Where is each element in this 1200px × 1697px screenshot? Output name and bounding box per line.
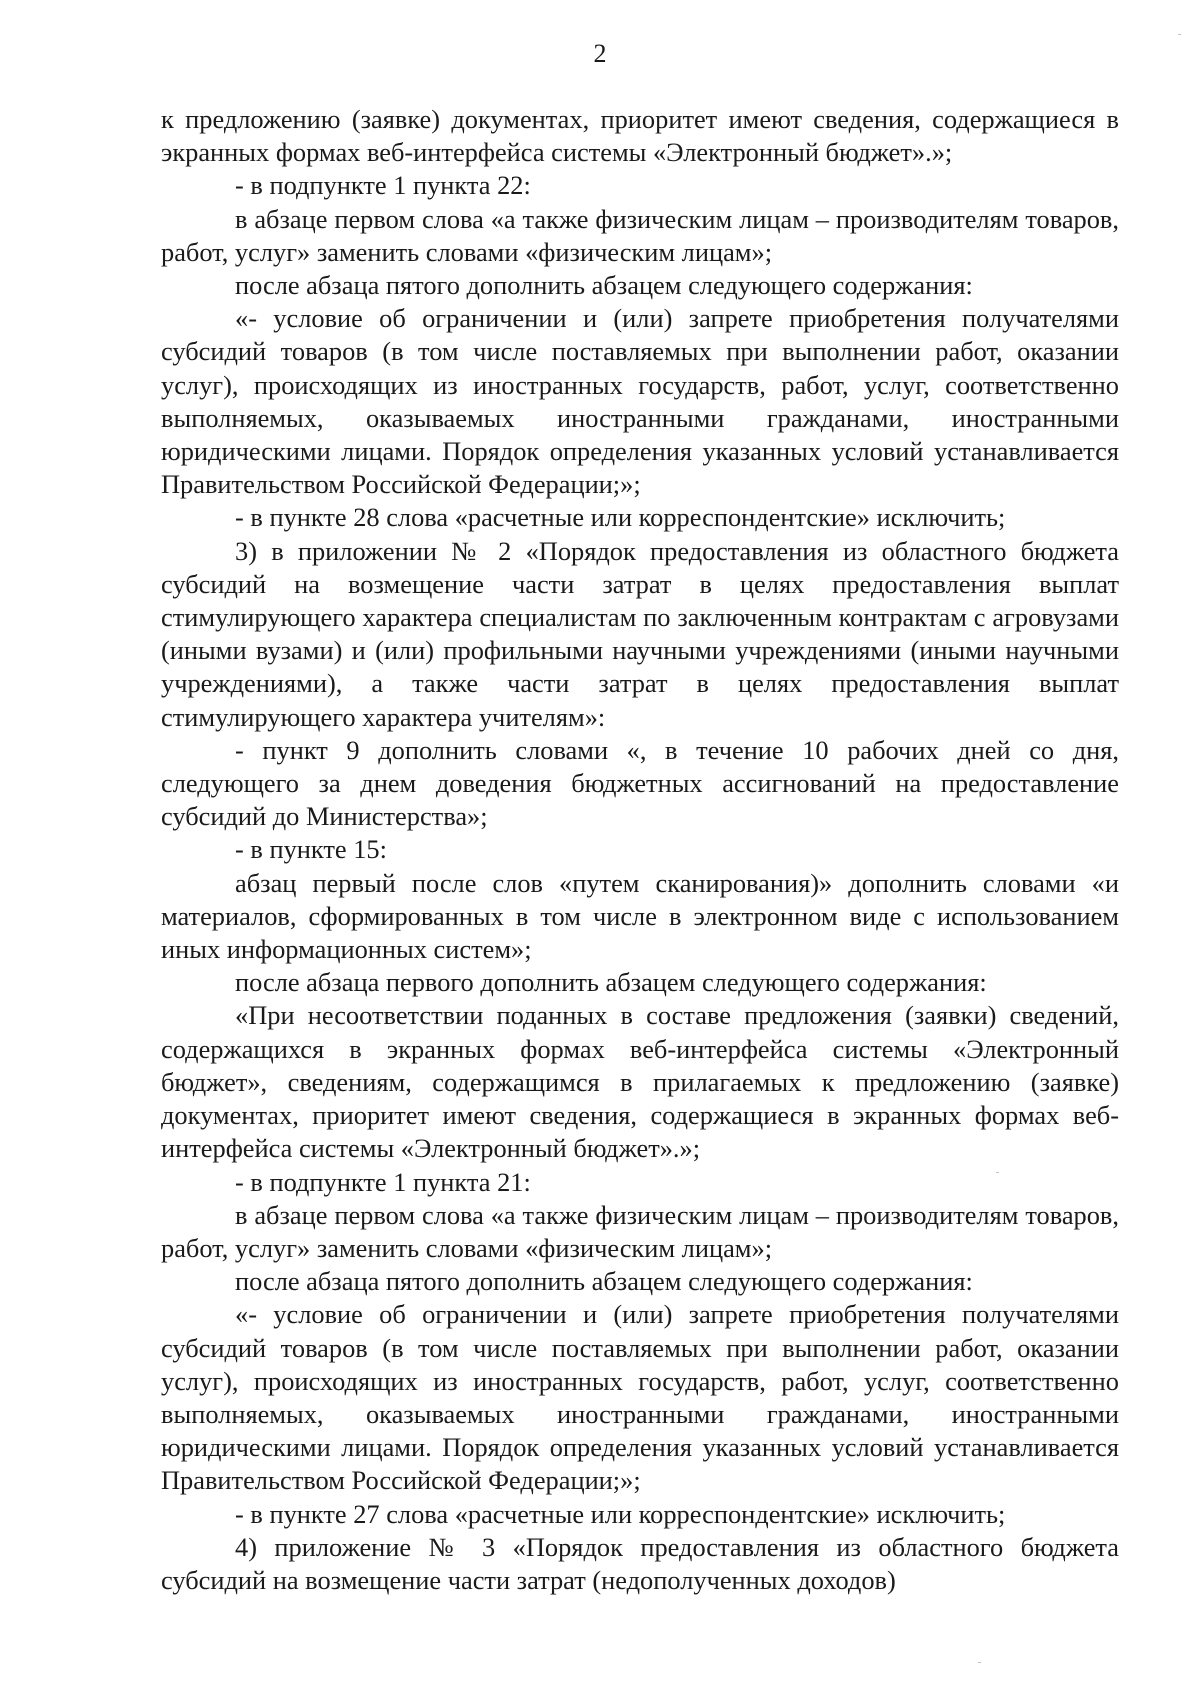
paragraph: «- условие об ограничении и (или) запрете приобретения получателями субсидий товаров (в том числе поставляемых при выполнении работ, оказании услуг), происходящих из иностранных государств, работ, услуг, соответственно выполняемых, оказываемых иностранными гражданами, иностранными юридическими лицами. Порядок определения указанных условий устанавливается Правительством Российской Федерации;»; (161, 303, 1119, 500)
paragraph: - в подпункте 1 пункта 21: (235, 1166, 531, 1197)
paragraph: к предложению (заявке) документах, приоритет имеют сведения, содержащиеся в экранных формах веб-интерфейса системы «Электронный бюджет».»; (161, 104, 1119, 168)
page-number: 2 (593, 39, 607, 68)
paragraph: в абзаце первом слова «а также физическим лицам – производителям товаров, работ, услуг» заменить словами «физическим лицам»; (161, 1199, 1119, 1263)
paragraph: - в пункте 28 слова «расчетные или корреспондентские» исключить; (235, 502, 1006, 533)
scan-speck (978, 1662, 981, 1663)
paragraph: «При несоответствии поданных в составе предложения (заявки) сведений, содержащихся в экранных формах веб-интерфейса системы «Электронный бюджет», сведениям, содержащимся в прилагаемых к предложению (заявке) документах, приоритет имеют сведения, содержащиеся в экранных формах веб-интерфейса системы «Электронный бюджет».»; (161, 1000, 1119, 1164)
paragraph: после абзаца первого дополнить абзацем следующего содержания: (235, 967, 987, 998)
paragraph: абзац первый после слов «путем сканирования)» дополнить словами «и материалов, сформированных в том числе в электронном виде с использованием иных информационных систем»; (161, 867, 1119, 965)
paragraph: «- условие об ограничении и (или) запрете приобретения получателями субсидий товаров (в том числе поставляемых при выполнении работ, оказании услуг), происходящих из иностранных государств, работ, услуг, соответственно выполняемых, оказываемых иностранными гражданами, иностранными юридическими лицами. Порядок определения указанных условий устанавливается Правительством Российской Федерации;»; (161, 1299, 1119, 1496)
scan-speck (996, 1172, 999, 1173)
paragraph: 3) в приложении № 2 «Порядок предоставления из областного бюджета субсидий на возмещение части затрат в целях предоставления выплат стимулирующего характера специалистам по заключенным контрактам с агровузами (иными вузами) и (или) профильными научными учреждениями (иными научными учреждениями), а также части затрат в целях предоставления выплат стимулирующего характера учителям»: (161, 535, 1119, 732)
paragraph: в абзаце первом слова «а также физическим лицам – производителям товаров, работ, услуг» заменить словами «физическим лицам»; (161, 203, 1119, 267)
paragraph: - в подпункте 1 пункта 22: (235, 170, 531, 201)
paragraph: - пункт 9 дополнить словами «, в течение 10 рабочих дней со дня, следующего за днем доведения бюджетных ассигнований на предоставление субсидий до Министерства»; (161, 734, 1119, 832)
paragraph: после абзаца пятого дополнить абзацем следующего содержания: (235, 1266, 973, 1297)
scan-speck (1178, 34, 1181, 35)
paragraph: - в пункте 15: (235, 834, 387, 865)
document-body (161, 103, 1119, 1597)
paragraph: 4) приложение № 3 «Порядок предоставления из областного бюджета субсидий на возмещение части затрат (недополученных доходов) (161, 1531, 1119, 1595)
paragraph: после абзаца пятого дополнить абзацем следующего содержания: (235, 270, 973, 301)
paragraph: - в пункте 27 слова «расчетные или корреспондентские» исключить; (235, 1498, 1006, 1529)
